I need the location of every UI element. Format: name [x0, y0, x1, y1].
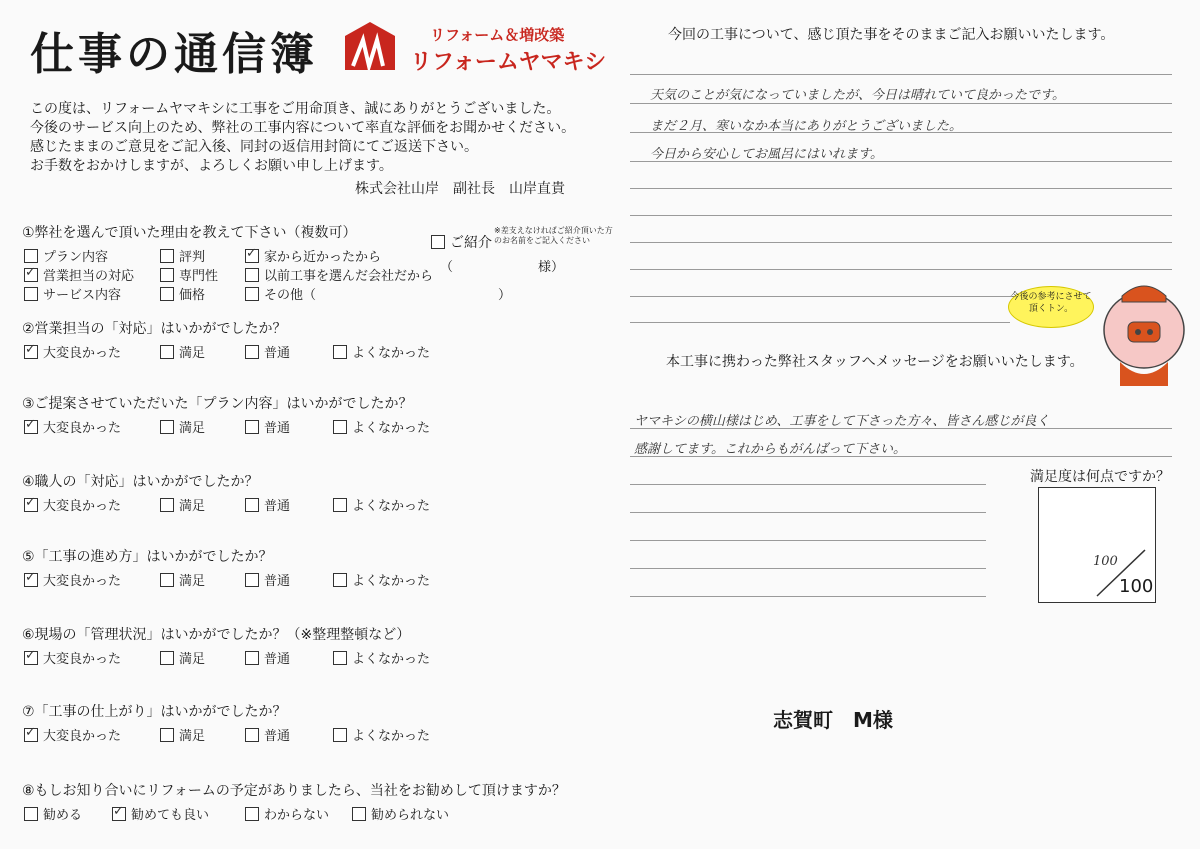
question-2: ②営業担当の「対応」はいかがでしたか？ [22, 321, 287, 337]
company-logo-icon [345, 22, 395, 70]
option-label: よくなかった [352, 574, 431, 589]
option-label: プラン内容 [43, 250, 109, 265]
option-label: 普通 [264, 574, 291, 589]
question-5-option[interactable] [160, 570, 205, 589]
question-6-option[interactable] [333, 648, 430, 667]
option-label: 普通 [264, 729, 291, 744]
checkbox[interactable] [333, 345, 347, 359]
checkbox-checked[interactable] [112, 807, 126, 821]
option-label: 大変良かった [43, 729, 122, 744]
option-label: 評判 [179, 250, 206, 265]
option-label: 営業担当の対応 [43, 269, 135, 284]
option-label: 大変良かった [43, 499, 122, 514]
option-label: 満足 [179, 652, 206, 667]
page-title: 仕事の通信簿 [30, 29, 318, 80]
q8-option-recommend[interactable] [24, 804, 82, 823]
option-label: その他（ [264, 288, 317, 303]
q8-option-unknown[interactable] [245, 804, 329, 823]
checkbox[interactable] [431, 235, 445, 249]
question-2-option[interactable] [245, 342, 290, 361]
checkbox[interactable] [333, 498, 347, 512]
option-label: 家から近かったから [264, 250, 382, 265]
checkbox[interactable] [160, 287, 174, 301]
checkbox[interactable] [24, 807, 38, 821]
checkbox[interactable] [24, 287, 38, 301]
option-label: ご紹介 [450, 235, 492, 251]
referral-sama: 様） [538, 260, 565, 275]
question-4: ④職人の「対応」はいかがでしたか？ [22, 474, 259, 490]
question-3-option[interactable] [333, 417, 430, 436]
checkbox[interactable] [160, 728, 174, 742]
score-written: 100 [1093, 554, 1118, 569]
checkbox[interactable] [333, 728, 347, 742]
q1-option-service[interactable] [24, 284, 121, 303]
question-5-option[interactable] [333, 570, 430, 589]
option-label: よくなかった [352, 346, 431, 361]
impression-handwriting-2: まだ２月、寒いなか本当にありがとうございました。 [650, 119, 963, 134]
option-label: 満足 [179, 574, 206, 589]
checkbox[interactable] [245, 573, 259, 587]
option-label: よくなかった [352, 729, 431, 744]
option-label: 満足 [179, 499, 206, 514]
checkbox[interactable] [333, 651, 347, 665]
q1-option-near-home[interactable] [245, 246, 381, 265]
checkbox-checked[interactable] [24, 728, 38, 742]
intro-line: お手数をおかけしますが、よろしくお願い申し上げます。 [30, 158, 393, 174]
checkbox[interactable] [160, 345, 174, 359]
question-7-option[interactable] [333, 725, 430, 744]
question-5: ⑤「工事の進め方」はいかがでしたか？ [22, 549, 273, 565]
referral-note: ※差支えなければご紹介頂いた方のお名前をご記入ください [494, 226, 613, 245]
option-label: 大変良かった [43, 346, 122, 361]
option-label: 大変良かった [43, 574, 122, 589]
option-label: よくなかった [352, 421, 431, 436]
q1-option-reputation[interactable] [160, 246, 205, 265]
q1-option-sales[interactable] [24, 265, 134, 284]
checkbox[interactable] [245, 807, 259, 821]
question-4-option[interactable] [245, 495, 290, 514]
option-label: 普通 [264, 499, 291, 514]
question-7-option[interactable] [24, 725, 121, 744]
signature: 株式会社山岸 副社長 山岸直貴 [355, 181, 565, 197]
question-2-option[interactable] [333, 342, 430, 361]
message-handwriting-2: 感謝してます。これからもがんばって下さい。 [634, 442, 906, 457]
checkbox[interactable] [160, 420, 174, 434]
checkbox[interactable] [160, 498, 174, 512]
q1-other-close: ） [498, 288, 512, 303]
question-4-option[interactable] [24, 495, 121, 514]
mascot-speech-bubble: 今後の参考にさせて頂くトン。 [1008, 286, 1094, 328]
question-1: ①弊社を選んで頂いた理由を教えて下さい（複数可） [22, 225, 357, 241]
option-label: 勧められない [371, 808, 450, 823]
option-label: 勧めても良い [131, 808, 210, 823]
checkbox[interactable] [333, 420, 347, 434]
q1-option-previous[interactable] [245, 265, 433, 284]
q8-option-recommend-ok[interactable] [112, 804, 209, 823]
question-4-option[interactable] [333, 495, 430, 514]
checkbox[interactable] [245, 268, 259, 282]
checkbox[interactable] [160, 249, 174, 263]
question-3-option[interactable] [245, 417, 290, 436]
question-5-option[interactable] [245, 570, 290, 589]
checkbox[interactable] [245, 498, 259, 512]
checkbox-checked[interactable] [245, 249, 259, 263]
impression-handwriting-3: 今日から安心してお風呂にはいれます。 [650, 147, 883, 162]
option-label: 普通 [264, 421, 291, 436]
option-label: 価格 [179, 288, 206, 303]
question-6-option[interactable] [160, 648, 205, 667]
checkbox[interactable] [160, 268, 174, 282]
option-label: わからない [264, 808, 330, 823]
checkbox[interactable] [160, 573, 174, 587]
option-label: 勧める [43, 808, 83, 823]
option-label: よくなかった [352, 499, 431, 514]
option-label: 満足 [179, 421, 206, 436]
q1-option-referral[interactable] [431, 232, 492, 252]
referral-paren-open: （ [440, 260, 454, 275]
checkbox-checked[interactable] [24, 651, 38, 665]
checkbox[interactable] [245, 287, 259, 301]
question-6-option[interactable] [24, 648, 121, 667]
question-4-option[interactable] [160, 495, 205, 514]
option-label: 専門性 [179, 269, 219, 284]
q1-option-expertise[interactable] [160, 265, 218, 284]
question-3: ③ご提案させていただいた「プラン内容」はいかがでしたか？ [22, 396, 413, 412]
pig-mascot-icon [1100, 276, 1188, 386]
option-label: 以前工事を選んだ会社だから [264, 269, 434, 284]
impression-handwriting-1: 天気のことが気になっていましたが、今日は晴れていて良かったです。 [650, 88, 1065, 103]
question-5-option[interactable] [24, 570, 121, 589]
question-7-option[interactable] [245, 725, 290, 744]
question-7: ⑦「工事の仕上がり」はいかがでしたか？ [22, 704, 287, 720]
option-label: 大変良かった [43, 421, 122, 436]
message-handwriting-1: ヤマキシの横山様はじめ、工事をして下さった方々、皆さん感じが良く [634, 414, 1050, 429]
score-box[interactable] [1038, 487, 1156, 603]
option-label: 満足 [179, 729, 206, 744]
score-max: 100 [1119, 576, 1154, 597]
logo-subtitle: リフォーム＆増改築 [430, 26, 565, 44]
checkbox[interactable] [333, 573, 347, 587]
checkbox-checked[interactable] [24, 498, 38, 512]
checkbox[interactable] [245, 728, 259, 742]
checkbox[interactable] [24, 249, 38, 263]
question-3-option[interactable] [24, 417, 121, 436]
checkbox[interactable] [160, 651, 174, 665]
checkbox[interactable] [352, 807, 366, 821]
option-label: 普通 [264, 346, 291, 361]
customer-name: 志賀町 M様 [773, 708, 893, 732]
checkbox[interactable] [245, 420, 259, 434]
question-6-option[interactable] [245, 648, 290, 667]
question-6: ⑥現場の「管理状況」はいかがでしたか？（※整理整頓など） [22, 627, 411, 643]
checkbox-checked[interactable] [24, 420, 38, 434]
option-label: 満足 [179, 346, 206, 361]
intro-line: 今後のサービス向上のため、弊社の工事内容について率直な評価をお聞かせください。 [30, 120, 576, 136]
q1-option-other[interactable] [245, 284, 316, 303]
question-2-option[interactable] [24, 342, 121, 361]
q1-option-plan[interactable] [24, 246, 108, 265]
checkbox-checked[interactable] [24, 573, 38, 587]
score-question: 満足度は何点ですか？ [1030, 469, 1170, 485]
option-label: よくなかった [352, 652, 431, 667]
q1-option-price[interactable] [160, 284, 205, 303]
question-3-option[interactable] [160, 417, 205, 436]
q8-option-not-recommend[interactable] [352, 804, 449, 823]
option-label: 大変良かった [43, 652, 122, 667]
logo-company-name: リフォームヤマキシ [410, 50, 607, 75]
checkbox[interactable] [245, 651, 259, 665]
message-heading: 本工事に携わった弊社スタッフへメッセージをお願いいたします。 [666, 354, 1084, 370]
question-2-option[interactable] [160, 342, 205, 361]
checkbox-checked[interactable] [24, 268, 38, 282]
option-label: 普通 [264, 652, 291, 667]
impression-heading: 今回の工事について、感じ頂た事をそのままご記入お願いいたします。 [668, 27, 1115, 43]
intro-text [30, 100, 575, 176]
question-7-option[interactable] [160, 725, 205, 744]
intro-line: この度は、リフォームヤマキシに工事をご用命頂き、誠にありがとうございました。 [30, 101, 561, 117]
question-8: ⑧もしお知り合いにリフォームの予定がありましたら、当社をお勧めして頂けますか？ [22, 783, 566, 799]
option-label: サービス内容 [43, 288, 122, 303]
checkbox-checked[interactable] [24, 345, 38, 359]
intro-line: 感じたままのご意見をご記入後、同封の返信用封筒にてご返送下さい。 [30, 139, 478, 155]
checkbox[interactable] [245, 345, 259, 359]
